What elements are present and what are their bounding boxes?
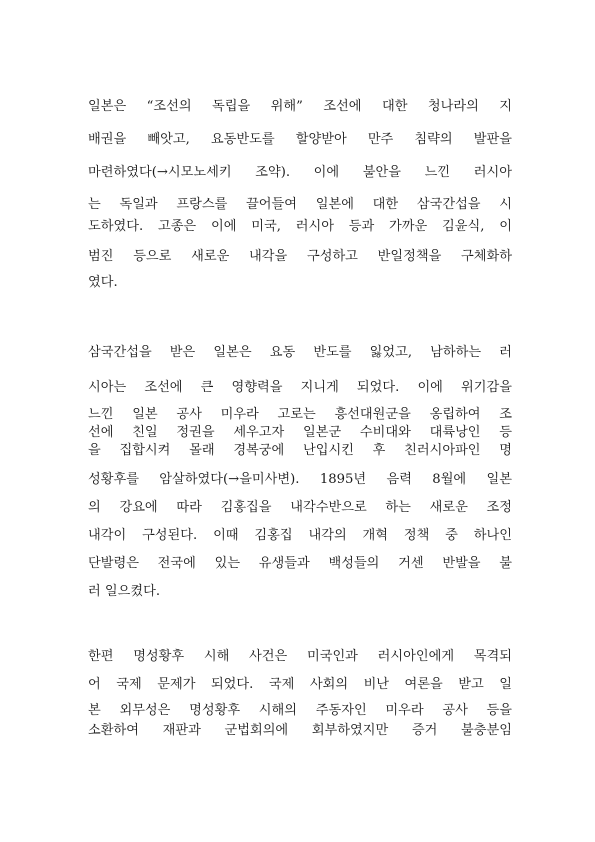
paragraph-2-line-3: 느낀 일본 공사 미우라 고로는 흥선대원군을 옹립하여 조 [88,407,512,422]
paragraph-1-line-5: 도하였다. 고종은 이에 미국, 러시아 등과 가까운 김윤식, 이 [88,219,512,234]
paragraph-1-line-7: 였다. [88,275,118,290]
paragraph-3-line-2: 어 국제 문제가 되었다. 국제 사회의 비난 여론을 받고 일 [88,677,512,692]
paragraph-2-line-8: 내각이 구성된다. 이때 김홍집 내각의 개혁 정책 중 하나인 [88,528,512,543]
paragraph-2-line-9: 단발령은 전국에 있는 유생들과 백성들의 거센 반발을 불 [88,556,512,571]
paragraph-2-line-4: 선에 친일 정권을 세우고자 일본군 수비대와 대륙낭인 등 [88,425,512,440]
paragraph-2-line-1: 삼국간섭을 받은 일본은 요동 반도를 잃었고, 남하하는 러 [88,345,512,360]
paragraph-3-line-1: 한편 명성황후 시해 사건은 미국인과 러시아인에게 목격되 [88,649,512,664]
paragraph-2-line-6: 성황후를 암살하였다(→을미사변). 1895년 음력 8월에 일본 [88,472,512,487]
paragraph-1-line-3: 마련하였다(→시모노세키 조약). 이에 불안을 느낀 러시아 [88,165,512,180]
paragraph-1-line-4: 는 독일과 프랑스를 끌어들여 일본에 대한 삼국간섭을 시 [88,197,512,212]
paragraph-3-line-3: 본 외무성은 명성황후 시해의 주동자인 미우라 공사 등을 [88,703,512,718]
paragraph-3-line-4: 소환하여 재판과 군법회의에 회부하였지만 증거 불충분임 [88,723,512,738]
paragraph-2-line-2: 시아는 조선에 큰 영향력을 지니게 되었다. 이에 위기감을 [88,380,512,395]
paragraph-2-line-10: 러 일으켰다. [88,584,161,599]
paragraph-1-line-6: 범진 등으로 새로운 내각을 구성하고 반일정책을 구체화하 [88,249,512,264]
paragraph-1-line-1: 일본은 “조선의 독립을 위해” 조선에 대한 청나라의 지 [88,99,512,114]
paragraph-2-line-7: 의 강요에 따라 김홍집을 내각수반으로 하는 새로운 조정 [88,500,512,515]
paragraph-1-line-2: 배권을 빼앗고, 요동반도를 할양받아 만주 침략의 발판을 [88,132,512,147]
paragraph-2-line-5: 을 집합시켜 몰래 경복궁에 난입시킨 후 친러시아파인 명 [88,443,512,458]
